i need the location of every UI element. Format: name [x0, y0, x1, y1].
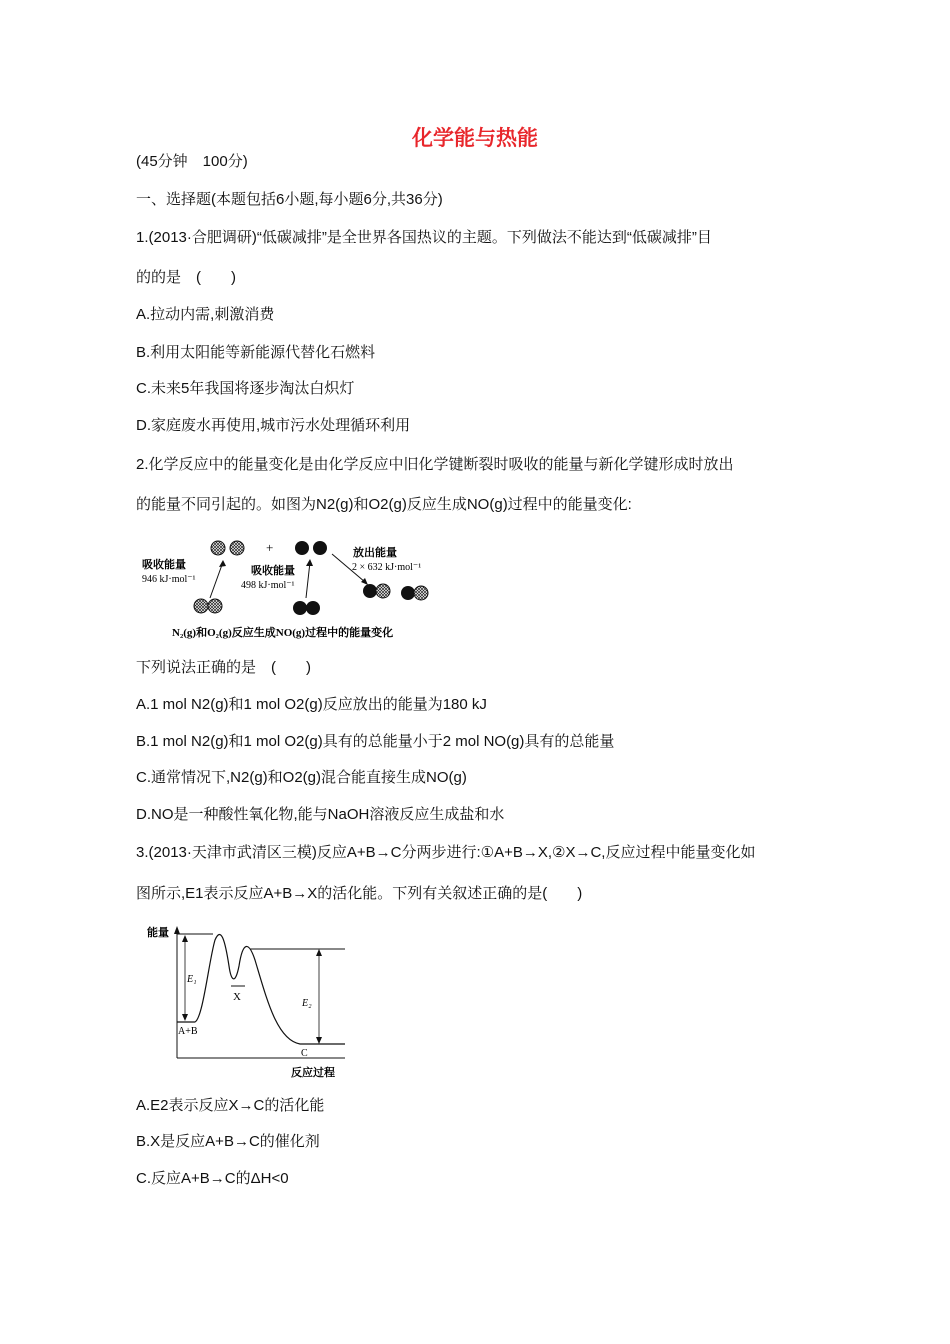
question-2-option-b: B.1 mol N2(g)和1 mol O2(g)具有的总能量小于2 mol NO(g)具有的总能量: [136, 733, 615, 750]
question-1-option-c: C.未来5年我国将逐步淘汰白炽灯: [136, 380, 355, 397]
question-3-stem: 3.(2013·天津市武清区三模)反应A+B→C分两步进行:①A+B→X,②X→C,反应过程中能量变化如: [136, 844, 756, 861]
question-2-prompt: 下列说法正确的是 ( ): [136, 659, 311, 676]
no-molecule-atom: [376, 584, 390, 598]
absorb-energy-value-1: 946 kJ·mol⁻¹: [142, 574, 196, 585]
no-molecule-atom: [401, 586, 415, 600]
question-2-stem-cont: 的能量不同引起的。如图为N2(g)和O2(g)反应生成NO(g)过程中的能量变化:: [136, 496, 632, 513]
oxygen-atom: [295, 541, 309, 555]
e1-label: E₁: [187, 974, 197, 985]
no-molecule-atom: [414, 586, 428, 600]
y-axis-label: 能量: [147, 927, 169, 939]
nitrogen-atom: [230, 541, 244, 555]
energy-change-figure: [140, 532, 450, 644]
question-2-option-d: D.NO是一种酸性氧化物,能与NaOH溶液反应生成盐和水: [136, 806, 505, 823]
question-1-stem: 1.(2013·合肥调研)“低碳减排”是全世界各国热议的主题。下列做法不能达到“低碳减排”目: [136, 229, 712, 246]
page-title: 化学能与热能: [412, 127, 538, 150]
arrowhead: [219, 560, 226, 567]
release-energy-value: 2 × 632 kJ·mol⁻¹: [352, 562, 422, 573]
figure-caption: N₂(g)和O₂(g)反应生成NO(g)过程中的能量变化: [172, 627, 394, 639]
release-energy-label: 放出能量: [353, 547, 397, 559]
question-1-stem-cont: 的的是 ( ): [136, 269, 236, 286]
question-1-option-a: A.拉动内需,刺激消费: [136, 306, 275, 323]
plus-sign: +: [266, 540, 274, 555]
n2-molecule-atom: [208, 599, 222, 613]
oxygen-atom: [313, 541, 327, 555]
absorb-energy-label-2: 吸收能量: [251, 565, 295, 577]
o2-molecule-atom: [293, 601, 307, 615]
nitrogen-atom: [211, 541, 225, 555]
n2-molecule-atom: [194, 599, 208, 613]
e2-label: E₂: [302, 998, 312, 1009]
arrowhead: [316, 949, 322, 956]
arrowhead: [306, 559, 313, 566]
y-axis-arrow: [174, 926, 180, 934]
question-3-stem-cont: 图所示,E1表示反应A+B→X的活化能。下列有关叙述正确的是( ): [136, 885, 583, 902]
question-3-option-c: C.反应A+B→C的ΔH<0: [136, 1170, 289, 1187]
absorb-energy-label-1: 吸收能量: [142, 559, 186, 571]
arrow-o2: [306, 562, 310, 598]
section-heading: 一、选择题(本题包括6小题,每小题6分,共36分): [136, 191, 443, 208]
arrow-n2: [210, 562, 223, 598]
reaction-energy-diagram: [145, 920, 355, 1082]
question-2-stem: 2.化学反应中的能量变化是由化学反应中旧化学键断裂时吸收的能量与新化学键形成时放出: [136, 456, 734, 473]
question-1-option-d: D.家庭废水再使用,城市污水处理循环利用: [136, 417, 411, 434]
question-2-option-a: A.1 mol N2(g)和1 mol O2(g)反应放出的能量为180 kJ: [136, 696, 487, 713]
arrowhead: [316, 1037, 322, 1044]
arrowhead: [182, 1014, 188, 1021]
question-1-option-b: B.利用太阳能等新能源代替化石燃料: [136, 344, 376, 361]
arrowhead: [182, 935, 188, 942]
question-3-option-a: A.E2表示反应X→C的活化能: [136, 1097, 325, 1114]
reactant-label: A+B: [178, 1026, 198, 1037]
x-axis-label: 反应过程: [291, 1067, 335, 1079]
product-label: C: [301, 1048, 308, 1059]
time-score: (45分钟 100分): [136, 153, 248, 170]
intermediate-x-label: X: [233, 991, 241, 1003]
question-3-option-b: B.X是反应A+B→C的催化剂: [136, 1133, 320, 1150]
absorb-energy-value-2: 498 kJ·mol⁻¹: [241, 580, 295, 591]
o2-molecule-atom: [306, 601, 320, 615]
no-molecule-atom: [363, 584, 377, 598]
question-2-option-c: C.通常情况下,N2(g)和O2(g)混合能直接生成NO(g): [136, 769, 467, 786]
